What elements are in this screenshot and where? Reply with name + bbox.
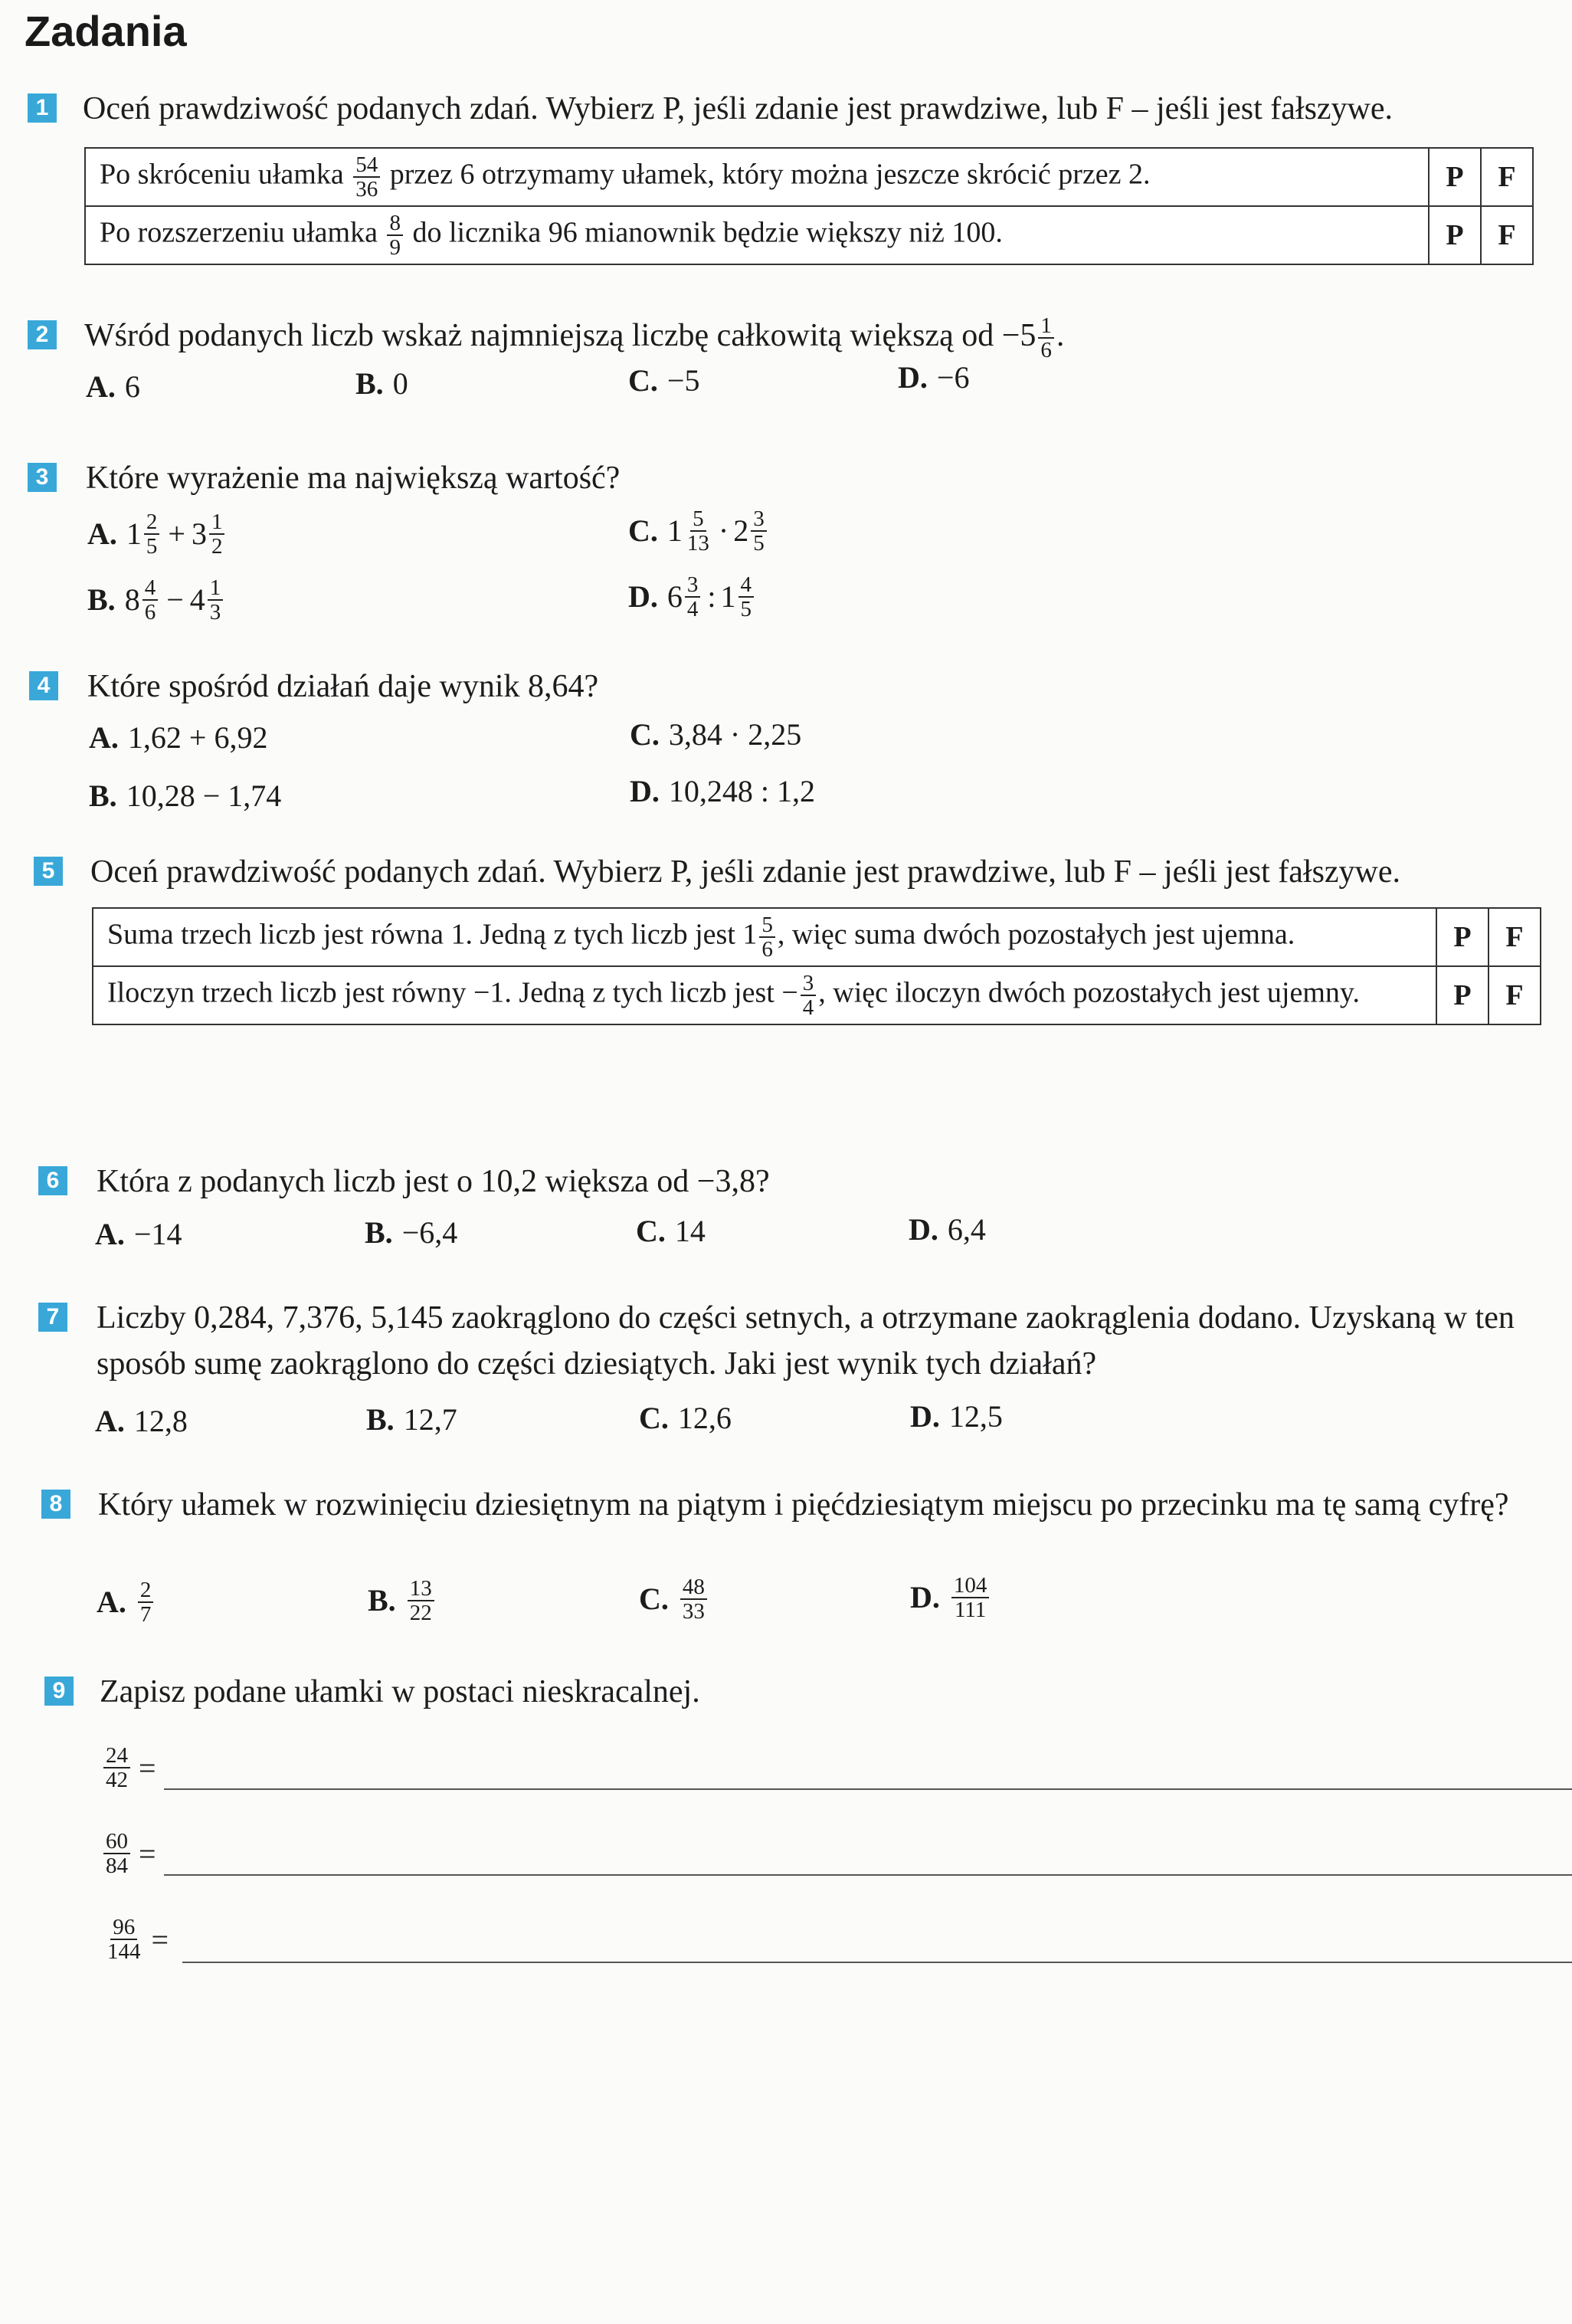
option-a[interactable]: A. −14 (95, 1217, 182, 1251)
fraction: $\frac{5}{6}$ (759, 913, 775, 961)
fraction: $\frac{1}{6}$ (1038, 314, 1054, 362)
task-question: Liczby 0,284, 7,376, 5,145 zaokrąglono do części setnych, a otrzymane zaokrąglenia dodano. Uzyskaną w ten sposób sumę zaokrąglono do części dziesiątych. Jaki jest wynik tych działań? (97, 1300, 1515, 1382)
task-3 (28, 455, 1544, 642)
task-question: Zapisz podane ułamki w postaci nieskracalnej. (100, 1674, 700, 1709)
task-question: Wśród podanych liczb wskaż najmniejszą liczbę całkowitą większą od −5 $\frac{1}{6}$ . (84, 313, 1065, 363)
option-b[interactable]: B. 8 $\frac{4}{6}$ − 4 $\frac{1}{3}$ (87, 576, 225, 624)
option-false[interactable]: F (1481, 206, 1533, 264)
option-false[interactable]: F (1481, 148, 1533, 206)
answer-row: $\frac{96}{144}$ = (107, 1915, 169, 1964)
answer-line[interactable] (164, 1788, 1572, 1790)
option-c[interactable]: C. 12,6 (639, 1401, 732, 1435)
task-number: 8 (41, 1490, 70, 1519)
statement: Po rozszerzeniu ułamka $\frac{8}{9}$ do licznika 96 mianownik będzie większy niż 100. (85, 206, 1429, 264)
statement: Po skróceniu ułamka $\frac{54}{36}$ przez 6 otrzymamy ułamek, który można jeszcze skrócić przez 2. (85, 148, 1429, 206)
option-c[interactable]: C. 14 (636, 1214, 706, 1248)
option-a[interactable]: A. 6 (86, 369, 140, 404)
option-true[interactable]: P (1429, 148, 1481, 206)
task-number: 2 (28, 320, 57, 349)
task-number: 3 (28, 463, 57, 492)
task-number: 4 (29, 671, 58, 700)
option-c[interactable]: C. −5 (628, 363, 700, 398)
task-number: 5 (34, 857, 63, 886)
task-question: Oceń prawdziwość podanych zdań. Wybierz P, jeśli zdanie jest prawdziwe, lub F – jeśli jest fałszywe. (90, 854, 1401, 890)
answer-row: $\frac{24}{42}$ = (101, 1744, 156, 1791)
option-true[interactable]: P (1436, 966, 1488, 1024)
fraction: $\frac{54}{36}$ (353, 153, 380, 201)
option-d[interactable]: D. 6,4 (909, 1212, 986, 1247)
page-title: Zadania (25, 7, 187, 55)
option-true[interactable]: P (1429, 206, 1481, 264)
table-row (93, 908, 1541, 966)
option-d[interactable]: D. −6 (898, 360, 970, 395)
option-false[interactable]: F (1488, 966, 1541, 1024)
answer-line[interactable] (182, 1962, 1572, 1963)
table-row (93, 966, 1541, 1024)
option-a[interactable]: A. $\frac{2}{7}$ (97, 1578, 156, 1626)
task-question: Który ułamek w rozwinięciu dziesiętnym na piątym i pięćdziesiątym miejscu po przecinku ma tę samą cyfrę? (98, 1487, 1509, 1523)
option-d[interactable]: D. 6 $\frac{3}{4}$ : 1 $\frac{4}{5}$ (628, 573, 756, 621)
option-b[interactable]: B. 0 (355, 366, 408, 401)
true-false-table (92, 907, 1541, 1025)
option-d[interactable]: D. 12,5 (910, 1399, 1003, 1434)
task-2 (28, 313, 1544, 415)
option-a[interactable]: A. 1,62 + 6,92 (89, 720, 268, 755)
fraction: $\frac{8}{9}$ (387, 211, 403, 259)
option-c[interactable]: C. 3,84 · 2,25 (630, 717, 802, 752)
task-1 (28, 86, 1544, 260)
answer-line[interactable] (164, 1874, 1572, 1876)
answer-row: $\frac{60}{84}$ = (101, 1830, 156, 1877)
table-row (85, 206, 1533, 264)
task-number: 1 (28, 93, 57, 123)
option-a[interactable]: A. 1 $\frac{2}{5}$ + 3 $\frac{1}{2}$ (87, 510, 227, 558)
statement: Iloczyn trzech liczb jest równy −1. Jedną z tych liczb jest − $\frac{3}{4}$ , więc iloczyn dwóch pozostałych jest ujemny. (93, 966, 1436, 1024)
task-9 (44, 1669, 1554, 1991)
option-true[interactable]: P (1436, 908, 1488, 966)
option-c[interactable]: C. 1 $\frac{5}{13}$ · 2 $\frac{3}{5}$ (628, 507, 769, 555)
task-number: 9 (44, 1677, 74, 1706)
fraction: $\frac{3}{4}$ (801, 972, 817, 1019)
statement: Suma trzech liczb jest równa 1. Jedną z tych liczb jest 1 $\frac{5}{6}$ , więc suma dwóch pozostałych jest ujemna. (93, 908, 1436, 966)
option-false[interactable]: F (1488, 908, 1541, 966)
task-number: 6 (38, 1166, 67, 1195)
option-b[interactable]: B. 10,28 − 1,74 (89, 778, 282, 813)
option-a[interactable]: A. 12,8 (95, 1404, 188, 1438)
task-question: Które spośród działań daje wynik 8,64? (87, 669, 599, 704)
option-d[interactable]: D. 10,248 : 1,2 (630, 774, 816, 808)
task-number: 7 (38, 1303, 67, 1332)
task-5 (34, 849, 1551, 1020)
option-d[interactable]: D. $\frac{104}{111}$ (910, 1574, 991, 1621)
true-false-table (84, 147, 1534, 265)
task-6 (38, 1159, 1555, 1261)
task-question: Która z podanych liczb jest o 10,2 większa od −3,8? (97, 1164, 770, 1199)
task-question: Oceń prawdziwość podanych zdań. Wybierz P, jeśli zdanie jest prawdziwe, lub F – jeśli jest fałszywe. (83, 91, 1394, 126)
table-row (85, 148, 1533, 206)
task-4 (29, 664, 1546, 828)
option-c[interactable]: C. $\frac{48}{33}$ (639, 1575, 709, 1623)
task-question: Które wyrażenie ma największą wartość? (86, 461, 621, 496)
option-b[interactable]: B. −6,4 (365, 1215, 458, 1250)
option-b[interactable]: B. $\frac{13}{22}$ (368, 1577, 437, 1624)
option-b[interactable]: B. 12,7 (366, 1402, 457, 1437)
